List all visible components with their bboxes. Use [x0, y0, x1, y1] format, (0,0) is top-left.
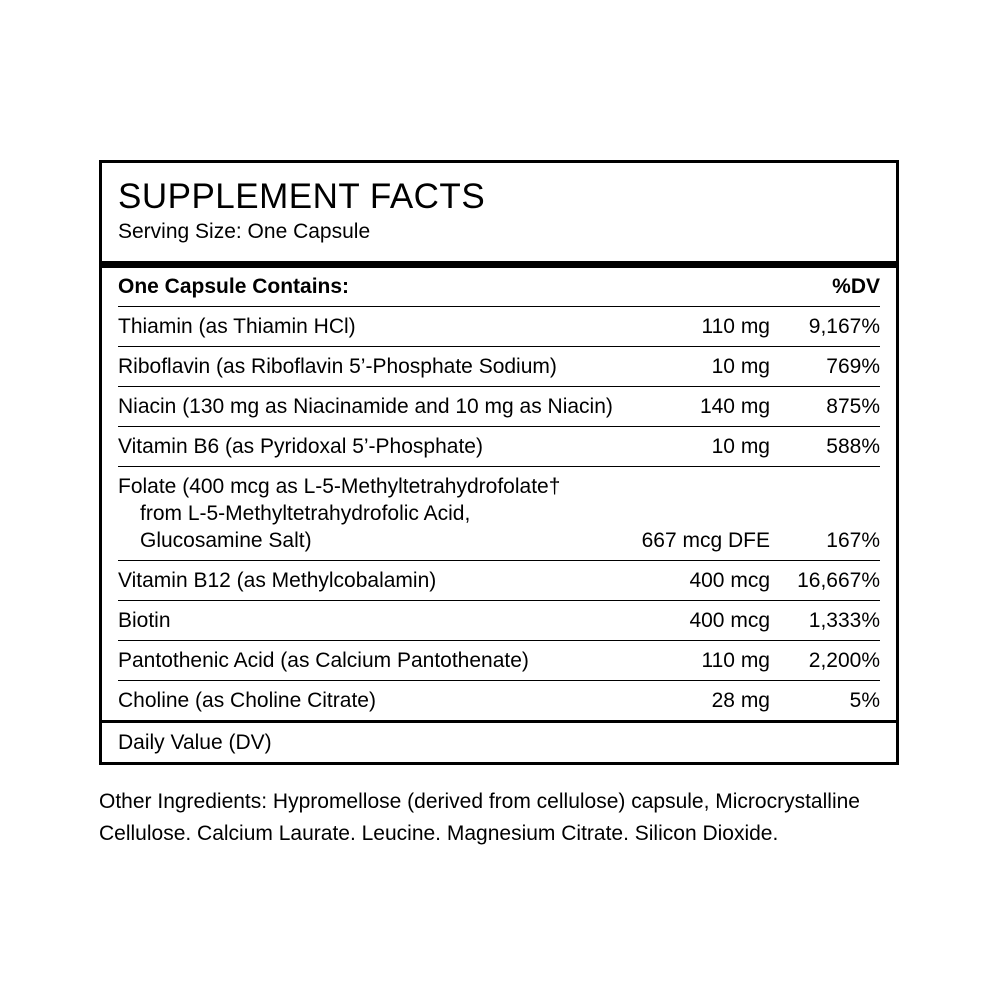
- nutrient-dv: 9,167%: [808, 315, 880, 338]
- daily-value-note-table: [118, 723, 880, 762]
- nutrient-name: Vitamin B12 (as Methylcobalamin): [118, 569, 437, 592]
- folate-line-2: from L-5-Methyltetrahydrofolic Acid,: [140, 502, 471, 525]
- nutrient-name: Choline (as Choline Citrate): [118, 689, 376, 712]
- nutrient-name-folate: [118, 467, 636, 560]
- nutrient-amount: 400 mcg: [689, 569, 770, 592]
- other-ingredients: Other Ingredients: Hypromellose (derived from cellulose) capsule, Microcrystalline Cellulose. Calcium Laurate. Leucine. Magnesium Citrate. Silicon Dioxide.: [99, 790, 860, 845]
- nutrient-amount: 10 mg: [711, 355, 770, 378]
- supplement-facts-panel: [99, 160, 899, 765]
- table-row: [118, 387, 880, 426]
- nutrient-dv: 167%: [826, 529, 880, 552]
- table-row: [118, 347, 880, 386]
- page-title: SUPPLEMENT FACTS: [118, 177, 486, 216]
- nutrient-name: Thiamin (as Thiamin HCl): [118, 315, 356, 338]
- nutrient-name: Pantothenic Acid (as Calcium Pantothenate): [118, 649, 529, 672]
- folate-line-3: Glucosamine Salt): [140, 529, 312, 552]
- nutrient-dv: 875%: [826, 395, 880, 418]
- nutrient-dv: 16,667%: [797, 569, 880, 592]
- daily-value-note: Daily Value (DV): [118, 731, 272, 754]
- nutrient-amount: 110 mg: [701, 649, 770, 672]
- nutrient-amount: 110 mg: [701, 315, 770, 338]
- table-header-row: [118, 268, 880, 306]
- nutrient-name: Niacin (130 mg as Niacinamide and 10 mg as Niacin): [118, 395, 613, 418]
- header-amount: [636, 268, 770, 306]
- nutrient-name: Vitamin B6 (as Pyridoxal 5’-Phosphate): [118, 435, 483, 458]
- nutrient-table: [118, 268, 880, 720]
- nutrient-dv: 5%: [849, 689, 880, 712]
- table-row: [118, 641, 880, 680]
- table-row-folate: [118, 467, 880, 560]
- table-row: [118, 681, 880, 720]
- nutrient-amount: 140 mg: [699, 395, 770, 418]
- nutrient-amount: 667 mcg DFE: [641, 529, 770, 552]
- nutrient-dv: 2,200%: [808, 649, 880, 672]
- folate-line-1: Folate (400 mcg as L-5-Methyltetrahydrofolate†: [118, 475, 561, 498]
- table-row: [118, 561, 880, 600]
- nutrient-dv: 1,333%: [808, 609, 880, 632]
- panel-header: [102, 163, 896, 261]
- nutrient-name: Biotin: [118, 609, 171, 632]
- header-dv: %DV: [832, 275, 880, 298]
- serving-size: Serving Size: One Capsule: [118, 220, 371, 243]
- divider-thick-top: [102, 261, 896, 268]
- table-row: [118, 601, 880, 640]
- nutrient-dv: 588%: [826, 435, 880, 458]
- nutrient-amount: 400 mcg: [689, 609, 770, 632]
- nutrient-dv: 769%: [826, 355, 880, 378]
- nutrient-name: Riboflavin (as Riboflavin 5’-Phosphate Sodium): [118, 355, 557, 378]
- header-contains: One Capsule Contains:: [118, 275, 350, 298]
- table-row: [118, 427, 880, 466]
- table-row: [118, 307, 880, 346]
- nutrient-amount: 28 mg: [711, 689, 770, 712]
- daily-value-row: [118, 723, 880, 762]
- nutrient-amount: 10 mg: [711, 435, 770, 458]
